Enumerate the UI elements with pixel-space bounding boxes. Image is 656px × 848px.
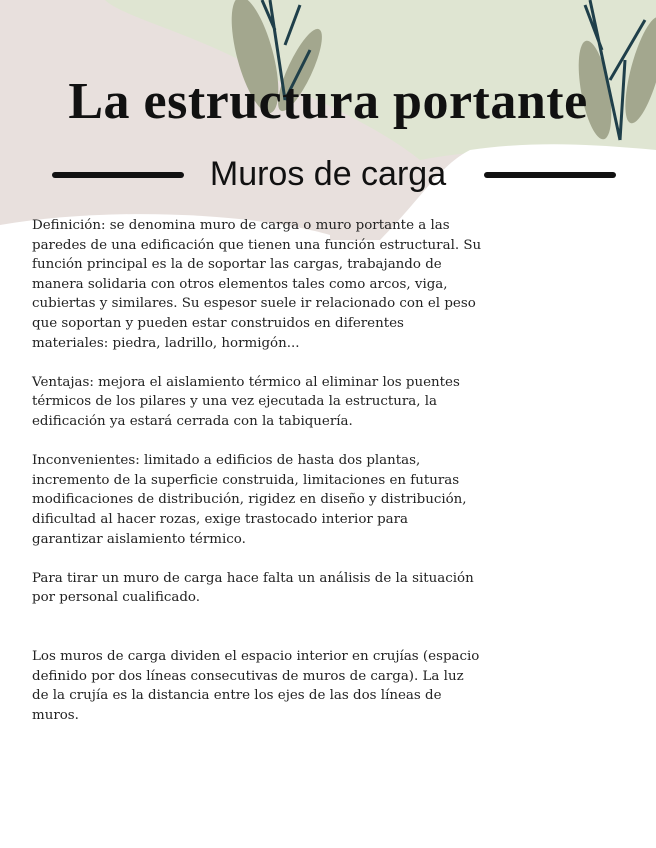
document-body [32,216,632,745]
text-line: manera solidaria con otros elementos tales como arcos, viga, [32,276,448,292]
text-line: modificaciones de distribución, rigidez en diseño y distribución, [32,492,467,508]
page-subtitle: Muros de carga [209,155,447,193]
title-rule-right [484,172,616,178]
page-title: La estructura portante [68,73,588,130]
text-line: garantizar aislamiento térmico. [32,531,246,547]
text-line: térmicos de los pilares y una vez ejecutada la estructura, la [32,394,437,410]
text-line: Definición: se denomina muro de carga o muro portante a las [32,218,450,233]
text-line: Inconvenientes: limitado a edificios de hasta dos plantas, [32,453,421,469]
text-line: edificación ya estará cerrada con la tabiquería. [32,413,353,429]
text-line: muros. [32,707,79,723]
text-line: paredes de una edificación que tienen una función estructural. Su [32,237,482,253]
paragraph-demolition [32,569,632,608]
text-line: de la crujía es la distancia entre los ejes de las dos líneas de [32,688,442,704]
text-line: dificultad al hacer rozas, exige trastocado interior para [32,511,409,527]
text-line: Ventajas: mejora el aislamiento térmico al eliminar los puentes [32,374,460,390]
text-line: cubiertas y similares. Su espesor suele ir relacionado con el peso [32,296,476,312]
text-line: por personal cualificado. [32,590,201,606]
text-line: materiales: piedra, ladrillo, hormigón... [32,335,300,351]
paragraph-disadvantages [32,451,632,549]
text-line: que soportan y pueden estar construidos en diferentes [32,315,404,331]
text-line: función principal es la de soportar las cargas, trabajando de [32,257,442,273]
text-line: incremento de la superficie construida, limitaciones en futuras [32,472,460,488]
text-line: Los muros de carga dividen el espacio interior en crujías (espacio [32,649,480,665]
text-line: Para tirar un muro de carga hace falta un análisis de la situación [32,570,474,586]
paragraph-definition [32,216,632,353]
text-line: definido por dos líneas consecutivas de muros de carga). La luz [32,668,464,684]
paragraph-advantages [32,373,632,432]
paragraph-crujias [32,647,632,725]
